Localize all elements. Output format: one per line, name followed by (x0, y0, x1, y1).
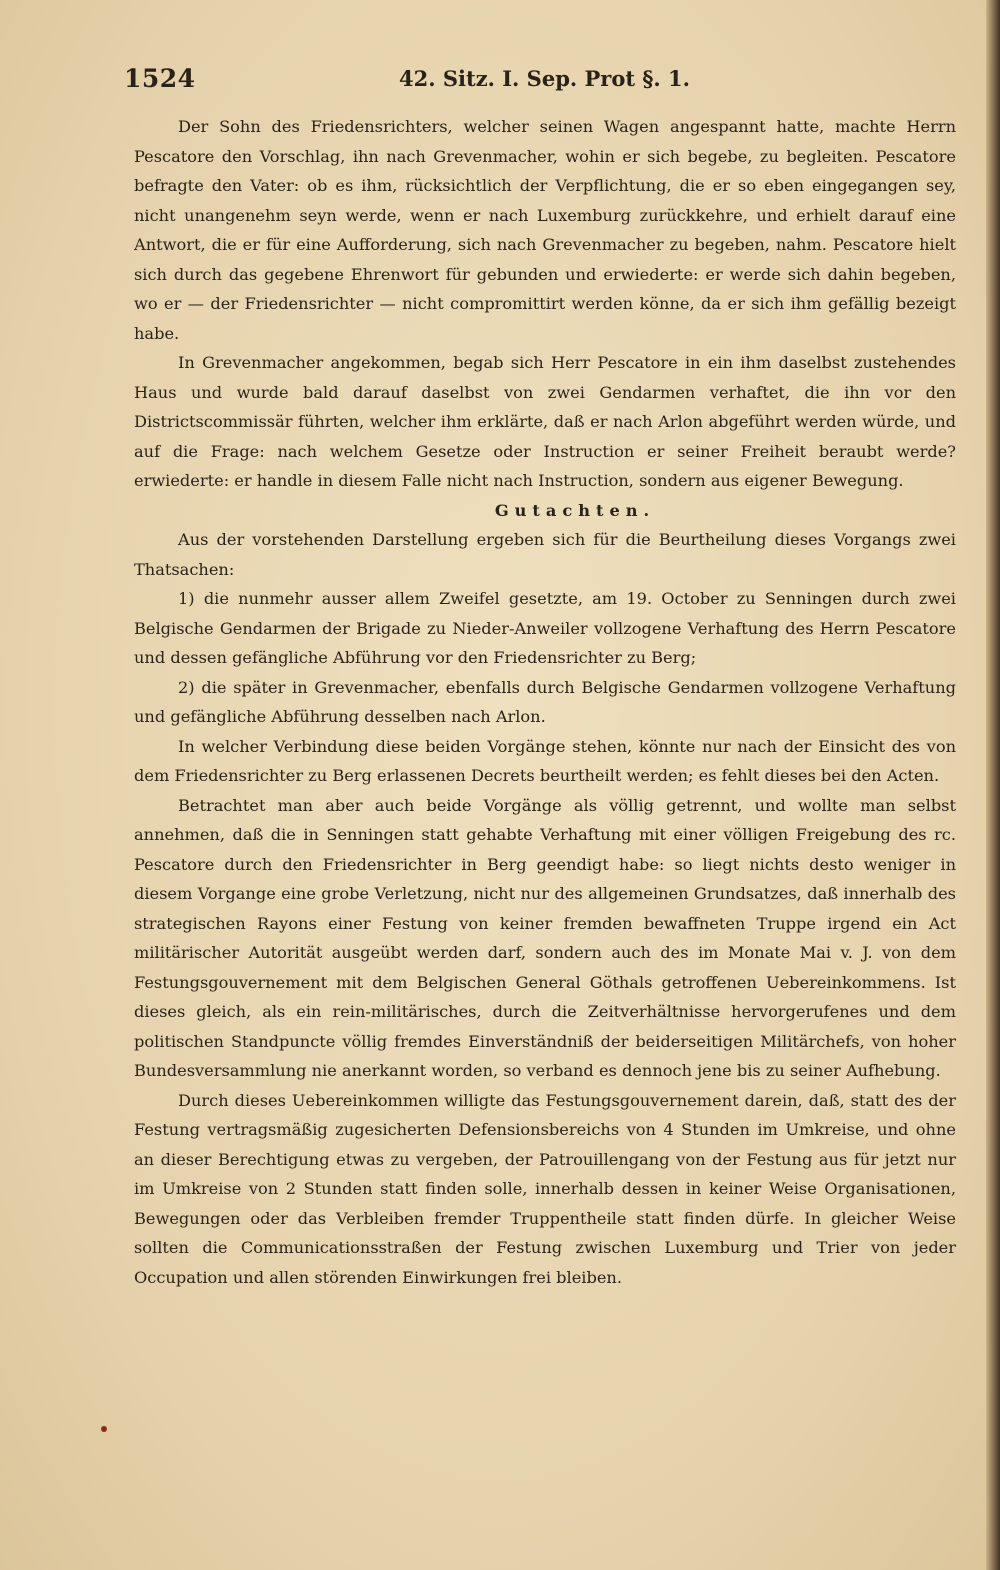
book-gutter-shadow (986, 0, 1000, 1570)
paragraph: 2) die später in Grevenmacher, ebenfalls durch Belgische Gendarmen vollzogene Verhaftung und gefängliche Abführung desselben nach Arlon. (134, 677, 956, 726)
paragraph: Der Sohn des Friedensrichters, welcher seinen Wagen angespannt hatte, machte Herrn Pescatore den Vorschlag, ihn nach Grevenmacher, wohin er sich begebe, zu begleiten. Pescatore befragte den Vater: ob es ihm, rücksichtlich der Verpflichtung, die er so eben eingegangen sey, nicht unangenehm seyn werde, wenn er nach Luxemburg zurückkehre, und erhielt darauf eine Antwort, die er für eine Aufforderung, sich nach Grevenmacher zu begeben, nahm. Pescatore hielt sich durch das gegebene Ehrenwort für gebunden und erwiederte: er werde sich dahin begeben, wo er — der Friedensrichter — nicht compromittirt werden könne, da er sich ihm gefällig bezeigt habe. (134, 117, 956, 343)
running-head: 42. Sitz. I. Sep. Prot §. 1. (399, 66, 690, 91)
paragraph: 1) die nunmehr ausser allem Zweifel gesetzte, am 19. October zu Senningen durch zwei Belgische Gendarmen der Brigade zu Nieder-Anweiler vollzogene Verhaftung des Herrn Pescatore und dessen gefängliche Abführung vor den Friedensrichter zu Berg; (134, 589, 956, 667)
ink-dot (101, 1426, 107, 1432)
paragraph: In welcher Verbindung diese beiden Vorgänge stehen, könnte nur nach der Einsicht des von dem Friedensrichter zu Berg erlassenen Decrets beurtheilt werden; es fehlt dieses bei den Acten. (134, 736, 956, 785)
paragraph: Durch dieses Uebereinkommen willigte das Festungsgouvernement darein, daß, statt des der Festung vertragsmäßig zugesicherten Defensionsbereichs von 4 Stunden im Umkreise, und ohne an dieser Berechtigung etwas zu vergeben, der Patrouillengang von der Festung aus für jetzt nur im Umkreise von 2 Stunden statt finden solle, innerhalb dessen in keiner Weise Organisationen, Bewegungen oder das Verbleiben fremder Truppentheile statt finden dürfe. In gleicher Weise sollten die Communicationsstraßen der Festung zwischen Luxemburg und Trier von jeder Occupation und allen störenden Einwirkungen frei bleiben. (134, 1090, 956, 1287)
section-title: Gutachten. (494, 500, 656, 520)
page-number: 1524 (124, 64, 196, 93)
paragraph: In Grevenmacher angekommen, begab sich Herr Pescatore in ein ihm daselbst zustehendes Haus und wurde bald darauf daselbst von zwei Gendarmen verhaftet, die ihn vor den Districtscommissär führten, welcher ihm erklärte, daß er nach Arlon abgeführt werden würde, und auf die Frage: nach welchem Gesetze oder Instruction er seiner Freiheit beraubt werde? erwiederte: er handle in diesem Falle nicht nach Instruction, sondern aus eigener Bewegung. (134, 353, 956, 490)
page-header (124, 64, 690, 104)
paragraph: Aus der vorstehenden Darstellung ergeben sich für die Beurtheilung dieses Vorgangs zwei Thatsachen: (134, 530, 956, 579)
paragraph: Betrachtet man aber auch beide Vorgänge als völlig getrennt, und wollte man selbst annehmen, daß die in Senningen statt gehabte Verhaftung mit einer völligen Freigebung des rc. Pescatore durch den Friedensrichter in Berg geendigt habe: so liegt nichts desto weniger in diesem Vorgange eine grobe Verletzung, nicht nur des allgemeinen Grundsatzes, daß innerhalb des strategischen Rayons einer Festung von keiner fremden bewaffneten Truppe irgend ein Act militärischer Autorität ausgeübt werden darf, sondern auch des im Monate Mai v. J. von dem Festungsgouvernement mit dem Belgischen General Göthals getroffenen Uebereinkommens. Ist dieses gleich, als ein rein-militärisches, durch die Zeitverhältnisse hervorgerufenes und dem politischen Standpuncte völlig fremdes Einverständniß der beiderseitigen Militärchefs, von hoher Bundesversammlung nie anerkannt worden, so verband es dennoch jene bis zu seiner Aufhebung. (134, 795, 956, 1080)
body-text (134, 112, 956, 1292)
